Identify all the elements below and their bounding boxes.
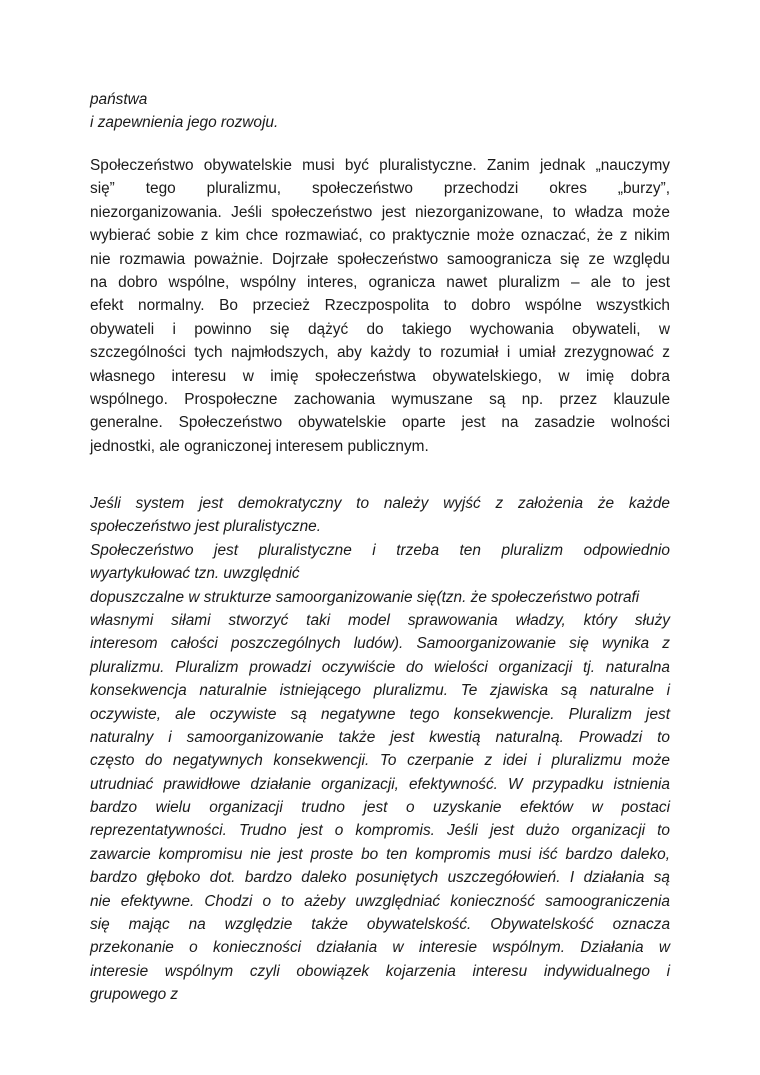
text-line: Jeśli system jest demokratyczny to należy wyjść z założenia że każde	[90, 495, 670, 512]
text-line: niezorganizowania. Jeśli społeczeństwo jest niezorganizowane, to władza może	[90, 203, 670, 221]
text-line: szczególności tych najmłodszych, aby każdy to rozumiał i umiał zrezygnować z	[90, 344, 670, 362]
text-line: nie efektywne. Chodzi o to ażeby uwzględniać konieczność samoograniczenia	[90, 892, 670, 910]
text-line: wyartykułować tzn. uwzględnić	[90, 565, 300, 583]
intro-fragment	[90, 88, 670, 135]
text-line: jednostki, ale ograniczonej interesem publicznym.	[90, 437, 429, 455]
text-line: oczywiste, ale oczywiste są negatywne tego konsekwencje. Pluralizm jest	[90, 705, 670, 723]
text-line: się mając na względzie także obywatelskość. Obywatelskość oznacza	[90, 916, 670, 934]
text-line: reprezentatywności. Trudno jest o kompromis. Jeśli jest dużo organizacji to	[90, 822, 670, 840]
text-line: społeczeństwo jest pluralistyczne.	[90, 518, 321, 536]
text-line: dopuszczalne w strukturze samoorganizowanie się(tzn. że społeczeństwo potrafi	[90, 588, 640, 606]
text-line: obywateli i powinno się dążyć do takiego wychowania obywateli, w	[90, 320, 670, 338]
paragraph-civil-society	[90, 154, 670, 458]
text-line: bardzo głęboko dot. bardzo daleko posuniętych uszczegółowień. I działania są	[90, 869, 670, 887]
text-line: własnego interesu w imię społeczeństwa obywatelskiego, w imię dobra	[90, 367, 670, 385]
paragraph-pluralism-italic	[90, 492, 670, 1007]
text-line: grupowego z	[90, 986, 179, 1004]
text-line: generalne. Społeczeństwo obywatelskie oparte jest na zasadzie wolności	[90, 414, 670, 432]
text-line: interesom całości poszczególnych ludów). Samoorganizowanie się wynika z	[90, 635, 670, 653]
text-line: naturalny i samoorganizowanie także jest kwestią naturalną. Prowadzi to	[90, 728, 670, 746]
text-line: wspólnego. Prospołeczne zachowania wymuszane są np. przez klauzule	[90, 390, 670, 408]
text-line: Społeczeństwo jest pluralistyczne i trzeba ten pluralizm odpowiednio	[90, 541, 670, 559]
text-line: bardzo wielu organizacji trudno jest o uzyskanie efektów w postaci	[90, 799, 670, 817]
text-line: państwa	[90, 91, 148, 108]
text-line: pluralizmu. Pluralizm prowadzi oczywiście do wielości organizacji tj. naturalna	[90, 658, 670, 676]
text-line: na dobro wspólne, wspólny interes, ogranicza nawet pluralizm – ale to jest	[90, 273, 670, 291]
text-line: przekonanie o konieczności działania w interesie wspólnym. Działania w	[90, 939, 670, 957]
text-line: efekt normalny. Bo przecież Rzeczpospolita to dobro wspólne wszystkich	[90, 297, 670, 315]
text-line: interesie wspólnym czyli obowiązek kojarzenia interesu indywidualnego i	[90, 962, 670, 980]
text-line: się” tego pluralizmu, społeczeństwo przechodzi okres „burzy”,	[90, 180, 670, 198]
text-line: wybierać sobie z kim chce rozmawiać, co praktycznie może oznaczać, że z nikim	[90, 227, 670, 245]
text-line: konsekwencja naturalnie istniejącego pluralizmu. Te zjawiska są naturalne i	[90, 682, 670, 700]
text-line: utrudniać prawidłowe działanie organizacji, efektywność. W przypadku istnienia	[90, 775, 670, 793]
text-line: często do negatywnych konsekwencji. To czerpanie z idei i pluralizmu może	[90, 752, 670, 770]
text-line: własnymi siłami stworzyć taki model sprawowania władzy, który służy	[90, 611, 670, 629]
text-line: Społeczeństwo obywatelskie musi być pluralistyczne. Zanim jednak „nauczymy	[90, 157, 670, 174]
text-line: zawarcie kompromisu nie jest proste bo ten kompromis musi iść bardzo daleko,	[90, 845, 670, 863]
text-line: i zapewnienia jego rozwoju.	[90, 114, 279, 132]
text-line: nie rozmawia poważnie. Dojrzałe społeczeństwo samoogranicza się ze względu	[90, 250, 670, 268]
